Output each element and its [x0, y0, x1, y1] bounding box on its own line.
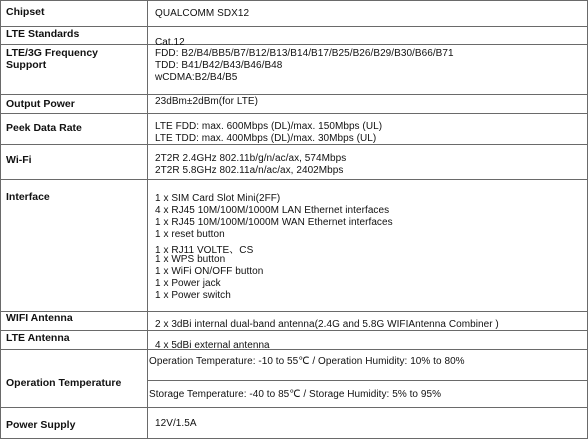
row-label-9: Operation Temperature [6, 376, 122, 389]
row-label-1: LTE Standards [6, 27, 80, 40]
table-border-row-6 [0, 179, 587, 180]
table-border-row-4 [0, 113, 587, 114]
row-label-2: Support [6, 59, 47, 71]
table-border-row-7 [0, 311, 587, 312]
table-border-row-9 [0, 349, 587, 350]
table-border-row-0 [0, 0, 587, 1]
table-border-middle [147, 0, 148, 439]
row-value-6-0: 1 x SIM Card Slot Mini(2FF) [155, 193, 281, 204]
table-border-row-2 [0, 44, 587, 45]
table-border-row-1 [0, 26, 587, 27]
row-value-2-2: wCDMA:B2/B4/B5 [155, 72, 238, 84]
table-border-subrow [147, 380, 587, 381]
row-value-6-2: 1 x RJ45 10M/100M/1000M WAN Ethernet interfaces [155, 217, 393, 229]
row-label-0: Chipset [6, 5, 45, 18]
row-value-2-1: TDD: B41/B42/B43/B46/B48 [155, 60, 283, 72]
row-value-2-0: FDD: B2/B4/BB5/B7/B12/B13/B14/B17/B25/B26/B29/B30/B66/B71 [155, 48, 454, 59]
row-label-7: WIFI Antenna [6, 311, 73, 324]
table-border-row-10 [0, 407, 587, 408]
row-value-9-1: Storage Temperature: -40 to 85℃ / Storage Humidity: 5% to 95% [149, 389, 442, 400]
row-value-6-5: 1 x WPS button [155, 253, 226, 265]
table-border-row-5 [0, 144, 587, 145]
row-label-5: Wi-Fi [6, 153, 32, 166]
row-value-5-0: 2T2R 2.4GHz 802.11b/g/n/ac/ax, 574Mbps [155, 153, 347, 164]
row-value-1-0: Cat.12 [155, 37, 185, 48]
table-border-row-3 [0, 94, 587, 95]
row-value-4-1: LTE TDD: max. 400Mbps (DL)/max. 30Mbps (UL) [155, 133, 377, 145]
row-label-2: LTE/3G Frequency [6, 46, 98, 59]
row-value-9-0: Operation Temperature: -10 to 55℃ / Operation Humidity: 10% to 80% [149, 356, 465, 367]
row-value-6-3: 1 x reset button [155, 229, 225, 241]
row-value-6-4: 1 x RJ11 VOLTE、CS [155, 245, 254, 257]
row-value-7-0: 2 x 3dBi internal dual-band antenna(2.4G and 5.8G WIFIAntenna Combiner ) [155, 319, 499, 330]
row-value-6-6: 1 x WiFi ON/OFF button [155, 265, 264, 277]
row-value-5-1: 2T2R 5.8GHz 802.11a/n/ac/ax, 2402Mbps [155, 165, 344, 177]
row-value-6-1: 4 x RJ45 10M/100M/1000M LAN Ethernet interfaces [155, 205, 390, 217]
row-label-3: Output Power [6, 97, 75, 110]
row-value-6-8: 1 x Power switch [155, 289, 231, 301]
row-value-8-0: 4 x 5dBi external antenna [155, 340, 270, 351]
row-label-8: LTE Antenna [6, 331, 70, 344]
row-value-10-0: 12V/1.5A [155, 418, 197, 429]
table-border-left [0, 0, 1, 439]
row-label-10: Power Supply [6, 418, 76, 431]
row-value-3-0: 23dBm±2dBm(for LTE) [155, 96, 258, 107]
row-value-0-0: QUALCOMM SDX12 [155, 8, 250, 19]
row-value-6-7: 1 x Power jack [155, 277, 221, 289]
row-label-6: Interface [6, 190, 50, 203]
row-value-4-0: LTE FDD: max. 600Mbps (DL)/max. 150Mbps (UL) [155, 121, 383, 132]
table-border-row-8 [0, 330, 587, 331]
row-label-4: Peek Data Rate [6, 121, 82, 134]
